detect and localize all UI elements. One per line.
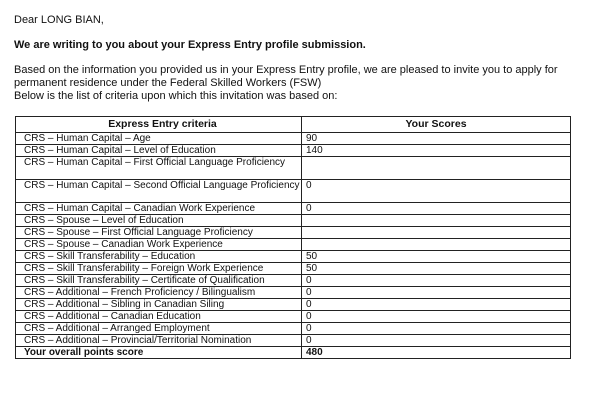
table-header-row (16, 117, 571, 133)
score-cell (302, 157, 571, 180)
criteria-cell: CRS – Skill Transferability – Foreign Work Experience (16, 263, 302, 275)
score-cell: 0 (302, 299, 571, 311)
table-row (16, 239, 571, 251)
criteria-cell: CRS – Human Capital – Level of Education (16, 145, 302, 157)
score-cell: 50 (302, 251, 571, 263)
score-cell: 0 (302, 180, 571, 203)
criteria-cell: CRS – Human Capital – First Official Language Proficiency (16, 157, 302, 180)
table-row (16, 263, 571, 275)
criteria-cell: CRS – Skill Transferability – Certificate of Qualification (16, 275, 302, 287)
table-row (16, 275, 571, 287)
criteria-cell: CRS – Additional – French Proficiency / Bilingualism (16, 287, 302, 299)
table-row (16, 215, 571, 227)
table-row (16, 323, 571, 335)
table-row (16, 145, 571, 157)
table-row (16, 227, 571, 239)
table-row (16, 133, 571, 145)
score-cell: 90 (302, 133, 571, 145)
total-score: 480 (302, 347, 571, 359)
table-row (16, 180, 571, 203)
letter-intro: We are writing to you about your Express Entry profile submission. (14, 39, 366, 51)
criteria-cell: CRS – Spouse – Canadian Work Experience (16, 239, 302, 251)
table-row (16, 203, 571, 215)
total-row (16, 347, 571, 359)
table-row (16, 299, 571, 311)
score-cell: 0 (302, 287, 571, 299)
score-cell: 0 (302, 323, 571, 335)
paragraph-line-3: Below is the list of criteria upon which this invitation was based on: (14, 90, 338, 102)
criteria-cell: CRS – Skill Transferability – Education (16, 251, 302, 263)
score-cell (302, 215, 571, 227)
paragraph-line-1: Based on the information you provided us in your Express Entry profile, we are pleased to invite you to apply for (14, 64, 558, 76)
total-label: Your overall points score (16, 347, 302, 359)
criteria-header: Express Entry criteria (16, 117, 302, 133)
criteria-cell: CRS – Spouse – Level of Education (16, 215, 302, 227)
score-cell: 0 (302, 335, 571, 347)
score-cell: 0 (302, 203, 571, 215)
criteria-cell: CRS – Additional – Canadian Education (16, 311, 302, 323)
score-cell: 50 (302, 263, 571, 275)
table-row (16, 251, 571, 263)
letter-greeting: Dear LONG BIAN, (14, 14, 104, 26)
table-row (16, 311, 571, 323)
score-cell: 0 (302, 311, 571, 323)
table-row (16, 335, 571, 347)
scores-header: Your Scores (302, 117, 571, 133)
criteria-cell: CRS – Additional – Provincial/Territorial Nomination (16, 335, 302, 347)
score-cell (302, 227, 571, 239)
criteria-cell: CRS – Human Capital – Canadian Work Experience (16, 203, 302, 215)
paragraph-line-2: permanent residence under the Federal Skilled Workers (FSW) (14, 77, 322, 89)
criteria-cell: CRS – Human Capital – Second Official Language Proficiency (16, 180, 302, 203)
score-cell: 0 (302, 275, 571, 287)
score-cell: 140 (302, 145, 571, 157)
score-cell (302, 239, 571, 251)
criteria-table (15, 116, 571, 359)
table-row (16, 287, 571, 299)
criteria-cell: CRS – Additional – Sibling in Canadian Siling (16, 299, 302, 311)
table-row (16, 157, 571, 180)
criteria-cell: CRS – Additional – Arranged Employment (16, 323, 302, 335)
criteria-cell: CRS – Human Capital – Age (16, 133, 302, 145)
letter-paragraph (14, 64, 589, 103)
criteria-cell: CRS – Spouse – First Official Language Proficiency (16, 227, 302, 239)
